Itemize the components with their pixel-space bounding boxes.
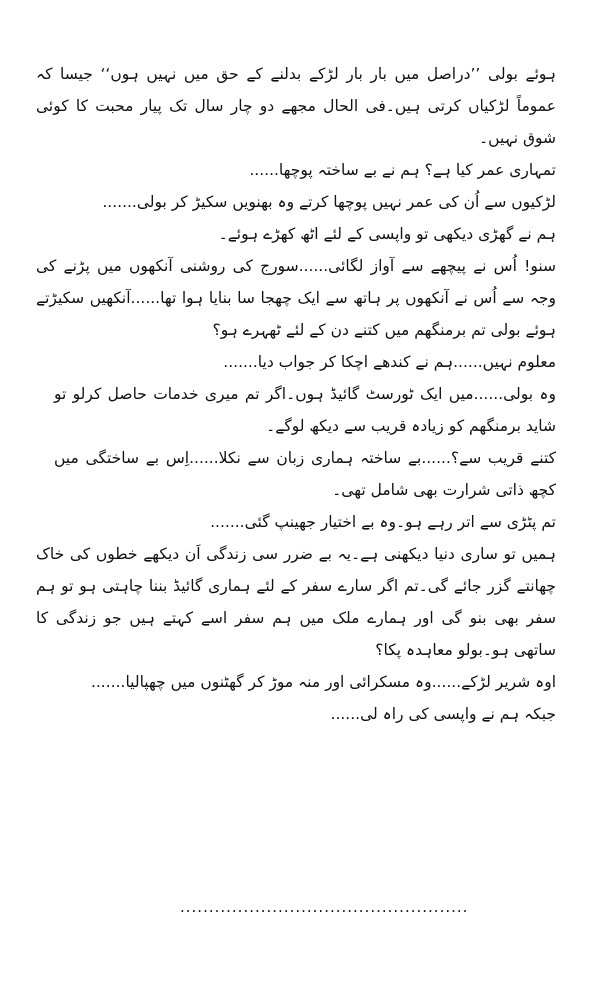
paragraph-10: ہمیں تو ساری دنیا دیکھنی ہے۔یہ بے ضرر سی زندگی اَن دیکھے خطوں کی خاک چھانتے گزر جائے گی۔تم اگر سارے سفر کے لئے ہماری گائیڈ بننا چاہتی ہو تو ہم سفر بھی بنو گی اور ہمارے ملک میں ہم سفر اسے کہتے ہیں جو زندگی کا ساتھی ہو۔بولو معاہدہ پکا؟ — [36, 545, 556, 659]
paragraph-7: وہ بولی......میں ایک ٹورسٹ گائیڈ ہوں۔اگر تم میری خدمات حاصل کرلو تو شاید برمنگھم کو زیادہ قریب سے دیکھ لوگے۔ — [54, 385, 556, 435]
paragraph-1: ہوئے بولی ’’دراصل میں بار بار لڑکے بدلنے کے حق میں نہیں ہوں‘‘ جیسا کہ عموماً لڑکیاں کرتی ہیں۔فی الحال مجھے دو چار سال تک پیار محبت کا کوئی شوق نہیں۔ — [36, 65, 556, 147]
paragraph-6: معلوم نہیں......ہم نے کندھے اچکا کر جواب دیا....... — [223, 353, 556, 371]
end-separator: .................................................. — [180, 898, 469, 916]
paragraph-12: جبکہ ہم نے واپسی کی راہ لی...... — [330, 705, 556, 723]
paragraph-2: تمہاری عمر کیا ہے؟ ہم نے بے ساختہ پوچھا...... — [249, 161, 556, 179]
paragraph-9: تم پٹڑی سے اتر رہے ہو۔وہ بے اختیار جھینپ گئی....... — [210, 513, 556, 531]
paragraph-4: ہم نے گھڑی دیکھی تو واپسی کے لئے اٹھ کھڑے ہوئے۔ — [218, 225, 556, 243]
story-text — [36, 58, 556, 730]
paragraph-3: لڑکیوں سے اُن کی عمر نہیں پوچھا کرتے وہ بھنویں سکیڑ کر بولی....... — [102, 193, 556, 211]
paragraph-11: اوہ شریر لڑکے......وہ مسکرائی اور منہ موڑ کر گھٹنوں میں چھپالیا....... — [90, 673, 556, 691]
paragraph-5: سنو! اُس نے پیچھے سے آواز لگائی......سورج کی روشنی آنکھوں میں پڑنے کی وجہ سے اُس نے آنکھوں پر ہاتھ سے ایک چھجا سا بنایا ہوا تھا......آنکھیں سکیڑتے ہوئے بولی تم برمنگھم میں کتنے دن کے لئے ٹھہرے ہو؟ — [36, 257, 556, 339]
paragraph-8: کتنے قریب سے؟......بے ساختہ ہماری زبان سے نکلا......اِس بے ساختگی میں کچھ ذاتی شرارت بھی شامل تھی۔ — [54, 449, 556, 499]
